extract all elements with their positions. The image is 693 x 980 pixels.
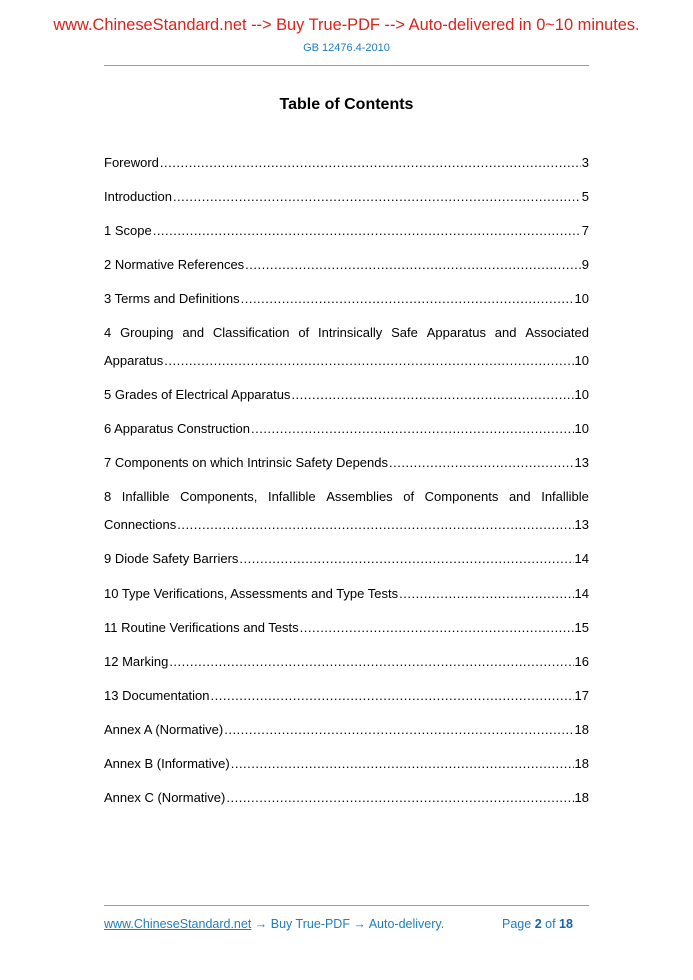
page-indicator: [502, 916, 573, 932]
toc-entry-page: 18: [574, 790, 589, 805]
toc-entry-page: 16: [574, 654, 589, 669]
toc-entry-page: 7: [581, 223, 589, 238]
toc-entry-infallible-line1[interactable]: [104, 488, 589, 506]
dot-leader: [224, 721, 573, 739]
dot-leader: [389, 454, 574, 472]
toc-entry-annex-c[interactable]: [104, 789, 589, 807]
toc-entry-title: 1 Scope: [104, 223, 152, 238]
toc-entry-infallible-line2[interactable]: [104, 516, 589, 534]
dot-leader: [245, 256, 581, 274]
footer-trail-text: → Buy True-PDF → Auto-delivery.: [254, 917, 445, 931]
toc-entry-foreword[interactable]: [104, 154, 589, 172]
word: and: [494, 325, 517, 340]
toc-entry-page: 10: [574, 353, 589, 368]
dot-leader: [169, 653, 573, 671]
toc-entry-page: 10: [574, 387, 589, 402]
toc-entry-scope[interactable]: [104, 222, 589, 240]
dot-leader: [231, 755, 574, 773]
toc-entry-title: 12 Marking: [104, 654, 169, 669]
toc-entry-title: Apparatus: [104, 353, 164, 368]
toc-entry-title: Annex B (Informative): [104, 756, 230, 771]
toc-entry-title: 10 Type Verifications, Assessments and Type Tests: [104, 586, 399, 601]
toc-entry-grouping-line1[interactable]: [104, 324, 589, 342]
word: Grouping: [120, 325, 174, 340]
dot-leader: [300, 619, 574, 637]
toc-entry-page: 17: [574, 688, 589, 703]
toc-entry-title: 2 Normative References: [104, 257, 245, 272]
footer-divider: [104, 905, 589, 906]
header-divider: [104, 65, 589, 66]
word: 4: [104, 325, 112, 340]
word: Apparatus: [426, 325, 486, 340]
dot-leader: [164, 352, 573, 370]
dot-leader: [153, 222, 581, 240]
document-id: GB 12476.4-2010: [303, 42, 390, 54]
toc-entry-title: Annex C (Normative): [104, 790, 226, 805]
word: and: [508, 489, 531, 504]
dot-leader: [241, 290, 574, 308]
toc-entry-title: Annex A (Normative): [104, 722, 224, 737]
top-banner[interactable]: www.ChineseStandard.net --> Buy True-PDF --> Auto-delivered in 0~10 minutes.: [53, 16, 640, 34]
page-total: 18: [559, 917, 573, 931]
word: Infallible: [541, 489, 589, 504]
toc-entry-documentation[interactable]: [104, 687, 589, 705]
toc-entry-title: 11 Routine Verifications and Tests: [104, 620, 299, 635]
word: of: [298, 325, 310, 340]
toc-entry-page: 5: [581, 189, 589, 204]
footer-link-area: [104, 916, 444, 932]
word: Components,: [180, 489, 258, 504]
dot-leader: [211, 687, 574, 705]
toc-entry-annex-a[interactable]: [104, 721, 589, 739]
footer-website-link[interactable]: www.ChineseStandard.net: [104, 917, 252, 931]
toc-entry-page: 15: [574, 620, 589, 635]
toc-entry-page: 3: [581, 155, 589, 170]
toc-entry-page: 10: [574, 421, 589, 436]
toc-entry-routine-verifications[interactable]: [104, 619, 589, 637]
toc-entry-title: 6 Apparatus Construction: [104, 421, 250, 436]
toc-entry-title: 3 Terms and Definitions: [104, 291, 240, 306]
toc-title: Table of Contents: [279, 96, 414, 113]
toc-entry-grades[interactable]: [104, 386, 589, 404]
dot-leader: [399, 585, 573, 603]
toc-entry-page: 10: [574, 291, 589, 306]
dot-leader: [251, 420, 574, 438]
dot-leader: [177, 516, 573, 534]
page-label: Page: [502, 917, 532, 931]
toc-entry-diode-barriers[interactable]: [104, 550, 589, 568]
toc-entry-title: 7 Components on which Intrinsic Safety Depends: [104, 455, 388, 470]
toc-entry-type-verifications[interactable]: [104, 585, 589, 603]
toc-entry-page: 13: [574, 517, 589, 532]
toc-entry-marking[interactable]: [104, 653, 589, 671]
toc-entry-terms-and-definitions[interactable]: [104, 290, 589, 308]
word: Classification: [212, 325, 290, 340]
toc-entry-title: 5 Grades of Electrical Apparatus: [104, 387, 291, 402]
dot-leader: [226, 789, 573, 807]
toc-entry-title: 13 Documentation: [104, 688, 210, 703]
word: Infallible: [121, 489, 170, 504]
word: of: [403, 489, 415, 504]
word: Intrinsically: [318, 325, 383, 340]
toc-entry-apparatus-construction[interactable]: [104, 420, 589, 438]
dot-leader: [173, 188, 581, 206]
word: 8: [104, 489, 112, 504]
toc-entry-normative-references[interactable]: [104, 256, 589, 274]
toc-entry-grouping-line2[interactable]: [104, 352, 589, 370]
toc-entry-title: Introduction: [104, 189, 172, 204]
word: Associated: [525, 325, 589, 340]
toc-entry-components[interactable]: [104, 454, 589, 472]
toc-entry-page: 14: [574, 551, 589, 566]
toc-entry-title: Foreword: [104, 155, 159, 170]
toc-entry-page: 14: [574, 586, 589, 601]
dot-leader: [160, 154, 581, 172]
word: and: [182, 325, 205, 340]
dot-leader: [291, 386, 573, 404]
word: Components: [424, 489, 499, 504]
word: Infallible: [267, 489, 316, 504]
toc-entry-title: Connections: [104, 517, 177, 532]
toc-entry-title: 9 Diode Safety Barriers: [104, 551, 239, 566]
dot-leader: [239, 550, 573, 568]
word: Safe: [391, 325, 418, 340]
word: Assemblies: [326, 489, 393, 504]
toc-entry-introduction[interactable]: [104, 188, 589, 206]
page-current: 2: [534, 917, 542, 931]
toc-entry-page: 18: [574, 756, 589, 771]
toc-entry-page: 13: [574, 455, 589, 470]
page-of-label: of: [545, 917, 556, 931]
toc-entry-page: 9: [581, 257, 589, 272]
toc-entry-page: 18: [574, 722, 589, 737]
toc-entry-annex-b[interactable]: [104, 755, 589, 773]
